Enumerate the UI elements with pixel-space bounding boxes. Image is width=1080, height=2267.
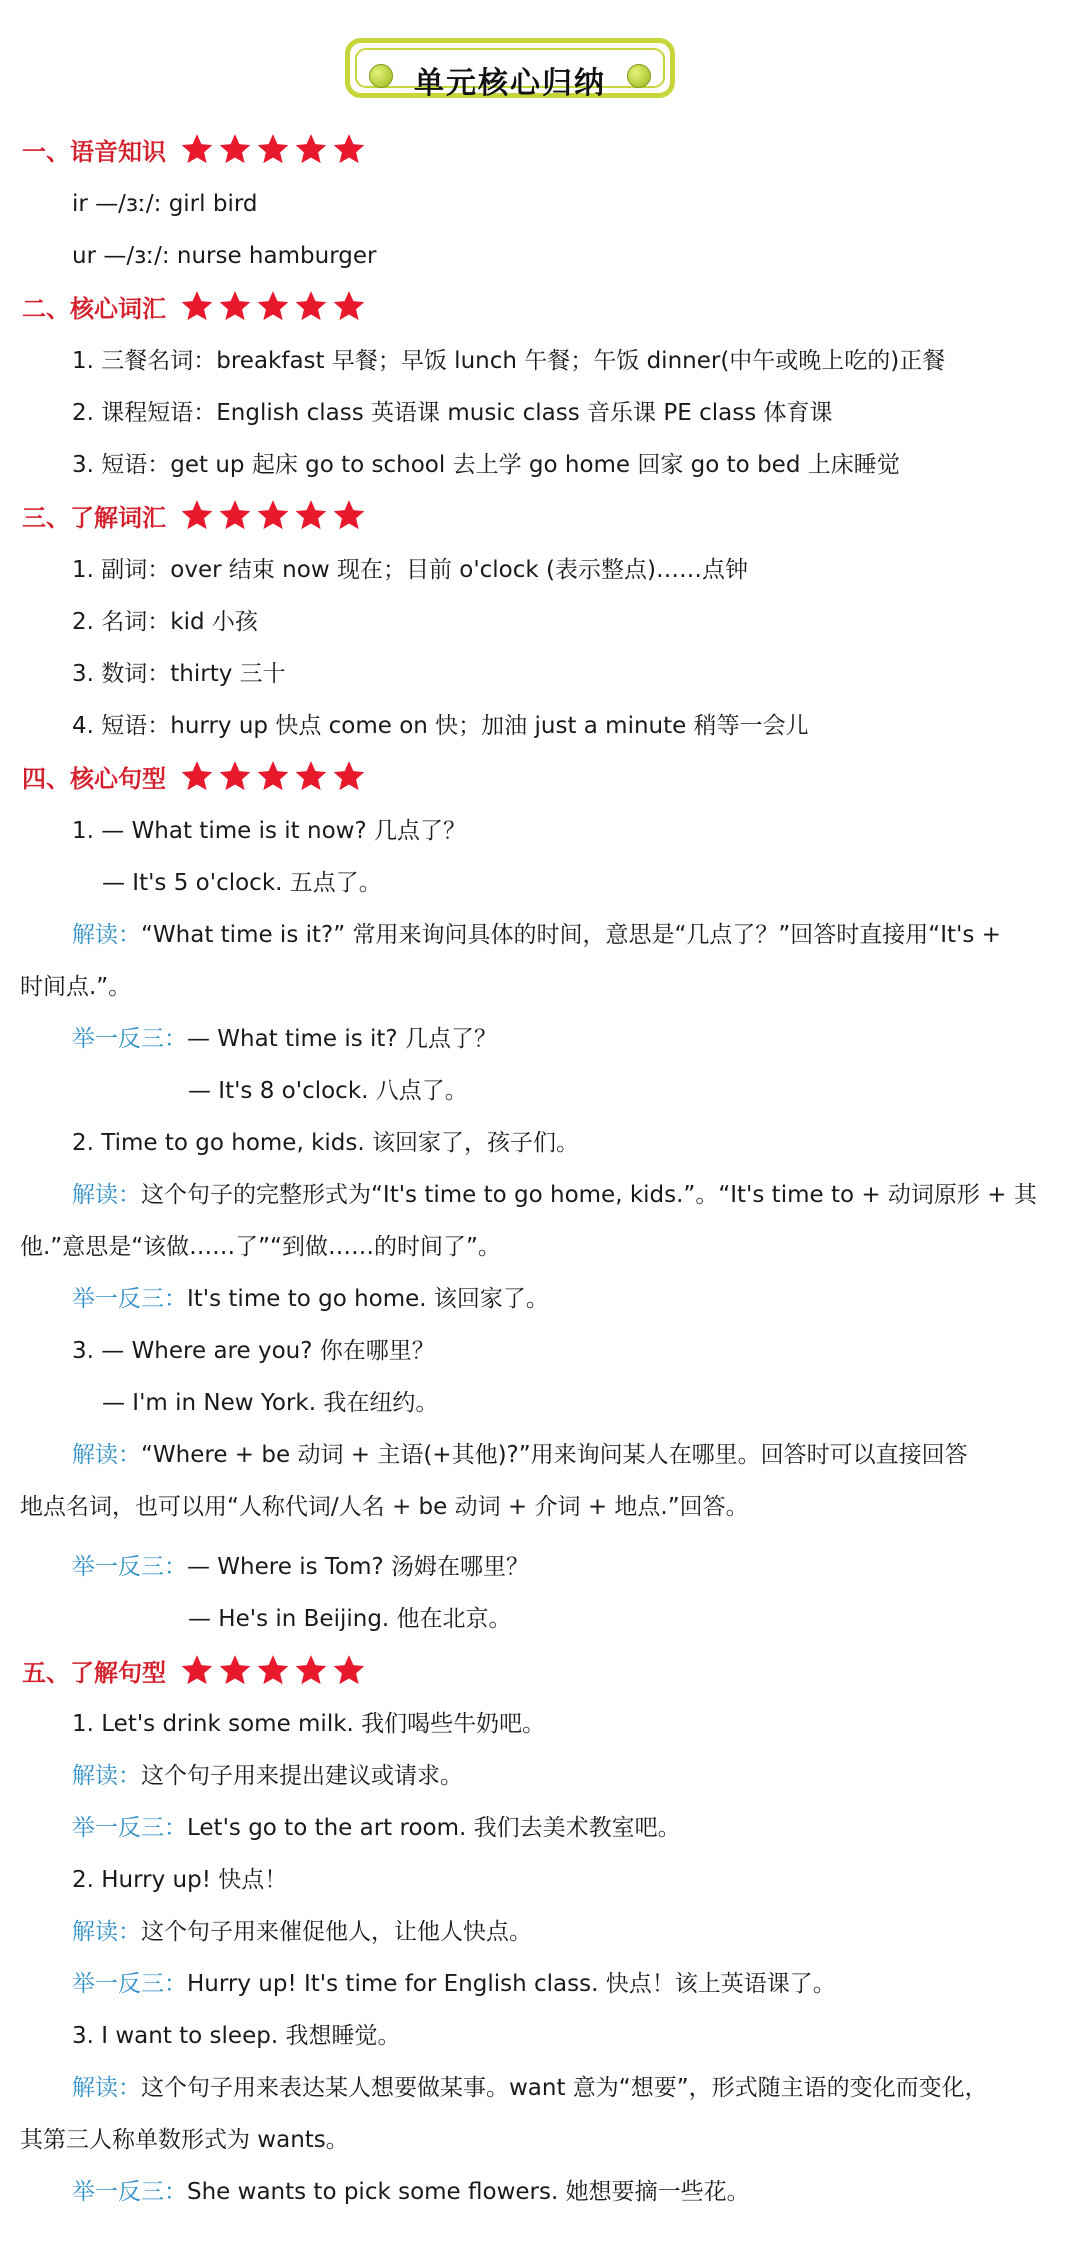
star-icon bbox=[294, 1653, 328, 1687]
explain-label: 解读： bbox=[72, 1182, 141, 1208]
section-title: 四、核心句型 bbox=[22, 764, 166, 793]
section-title: 一、语音知识 bbox=[22, 137, 166, 166]
explain-label: 解读： bbox=[72, 1763, 141, 1789]
text-line: ir —/ɜː/: girl bird bbox=[72, 191, 258, 217]
section-title: 二、核心词汇 bbox=[22, 294, 166, 323]
star-icon bbox=[218, 759, 252, 793]
explain-label: 解读： bbox=[72, 2075, 141, 2101]
practice-label: 举一反三： bbox=[72, 1286, 187, 1312]
title-frame bbox=[345, 38, 675, 101]
section-heading bbox=[22, 1648, 366, 1692]
practice-label: 举一反三： bbox=[72, 1554, 187, 1580]
text-line: — I'm in New York. 我在纽约。 bbox=[102, 1390, 439, 1416]
star-icon bbox=[180, 289, 214, 323]
text-line: 2. Hurry up! 快点！ bbox=[72, 1867, 288, 1893]
star-icon bbox=[332, 1653, 366, 1687]
practice-line: 举一反三：— Where is Tom? 汤姆在哪里？ bbox=[72, 1554, 530, 1580]
text-line: 地点名词，也可以用“人称代词/人名 + be 动词 + 介词 + 地点.”回答。 bbox=[20, 1494, 749, 1520]
explain-line: 解读：“What time is it?” 常用来询问具体的时间，意思是“几点了？”回答时直接用“It's + bbox=[72, 922, 1001, 948]
star-icon bbox=[218, 1653, 252, 1687]
section-heading bbox=[22, 284, 366, 328]
star-icon bbox=[294, 498, 328, 532]
star-icon bbox=[256, 289, 290, 323]
star-icon bbox=[294, 759, 328, 793]
star-icon bbox=[332, 759, 366, 793]
star-icon bbox=[256, 498, 290, 532]
star-rating bbox=[180, 498, 366, 532]
explain-line: 解读：这个句子的完整形式为“It's time to go home, kids.”。“It's time to + 动词原形 + 其 bbox=[72, 1182, 1037, 1208]
page-title: 单元核心归纳 bbox=[414, 66, 606, 101]
text-line: 1. 三餐名词：breakfast 早餐；早饭 lunch 午餐；午饭 dinner(中午或晚上吃的)正餐 bbox=[72, 348, 946, 374]
section-title: 三、了解词汇 bbox=[22, 503, 166, 532]
text-line: 2. 名词：kid 小孩 bbox=[72, 609, 258, 635]
text-line: 2. Time to go home, kids. 该回家了，孩子们。 bbox=[72, 1130, 579, 1156]
star-icon bbox=[294, 289, 328, 323]
explain-line: 解读：这个句子用来提出建议或请求。 bbox=[72, 1763, 463, 1789]
star-icon bbox=[332, 132, 366, 166]
practice-label: 举一反三： bbox=[72, 1026, 187, 1052]
text-line: 2. 课程短语：English class 英语课 music class 音乐课 PE class 体育课 bbox=[72, 400, 833, 426]
explain-label: 解读： bbox=[72, 1442, 141, 1468]
practice-label: 举一反三： bbox=[72, 1971, 187, 1997]
star-icon bbox=[180, 498, 214, 532]
section-heading bbox=[22, 754, 366, 798]
star-icon bbox=[180, 1653, 214, 1687]
star-icon bbox=[218, 289, 252, 323]
practice-line: 举一反三：— What time is it? 几点了？ bbox=[72, 1026, 497, 1052]
text-line: — He's in Beijing. 他在北京。 bbox=[188, 1606, 512, 1632]
practice-line: 举一反三：Hurry up! It's time for English class. 快点！该上英语课了。 bbox=[72, 1971, 836, 1997]
text-line: — It's 8 o'clock. 八点了。 bbox=[188, 1078, 468, 1104]
star-icon bbox=[332, 498, 366, 532]
text-line: 1. 副词：over 结束 now 现在；目前 o'clock (表示整点)……点钟 bbox=[72, 557, 748, 583]
star-rating bbox=[180, 132, 366, 166]
text-line: 3. — Where are you? 你在哪里？ bbox=[72, 1338, 435, 1364]
practice-label: 举一反三： bbox=[72, 2179, 187, 2205]
explain-line: 解读：“Where + be 动词 + 主语(+其他)?”用来询问某人在哪里。回答时可以直接回答 bbox=[72, 1442, 968, 1468]
explain-line: 解读：这个句子用来表达某人想要做某事。want 意为“想要”，形式随主语的变化而变化， bbox=[72, 2075, 988, 2101]
star-icon bbox=[256, 1653, 290, 1687]
section-title: 五、了解句型 bbox=[22, 1658, 166, 1687]
text-line: 3. 数词：thirty 三十 bbox=[72, 661, 286, 687]
star-icon bbox=[180, 759, 214, 793]
star-icon bbox=[294, 132, 328, 166]
text-line: 3. I want to sleep. 我想睡觉。 bbox=[72, 2023, 401, 2049]
section-heading bbox=[22, 127, 366, 171]
text-line: 3. 短语：get up 起床 go to school 去上学 go home 回家 go to bed 上床睡觉 bbox=[72, 452, 900, 478]
text-line: 1. Let's drink some milk. 我们喝些牛奶吧。 bbox=[72, 1711, 546, 1737]
star-icon bbox=[180, 132, 214, 166]
text-line: 1. — What time is it now? 几点了？ bbox=[72, 818, 466, 844]
star-icon bbox=[256, 132, 290, 166]
practice-line: 举一反三：It's time to go home. 该回家了。 bbox=[72, 1286, 549, 1312]
text-line: 时间点.”。 bbox=[20, 974, 132, 1000]
text-line: 其第三人称单数形式为 wants。 bbox=[20, 2127, 349, 2153]
title-banner bbox=[0, 0, 1080, 130]
practice-label: 举一反三： bbox=[72, 1815, 187, 1841]
explain-label: 解读： bbox=[72, 1919, 141, 1945]
star-icon bbox=[218, 132, 252, 166]
explain-line: 解读：这个句子用来催促他人，让他人快点。 bbox=[72, 1919, 532, 1945]
explain-label: 解读： bbox=[72, 922, 141, 948]
section-heading bbox=[22, 493, 366, 537]
star-icon bbox=[218, 498, 252, 532]
star-icon bbox=[256, 759, 290, 793]
text-line: — It's 5 o'clock. 五点了。 bbox=[102, 870, 382, 896]
practice-line: 举一反三：Let's go to the art room. 我们去美术教室吧。 bbox=[72, 1815, 681, 1841]
star-rating bbox=[180, 759, 366, 793]
text-line: 4. 短语：hurry up 快点 come on 快；加油 just a minute 稍等一会儿 bbox=[72, 713, 809, 739]
star-rating bbox=[180, 289, 366, 323]
practice-line: 举一反三：She wants to pick some flowers. 她想要摘一些花。 bbox=[72, 2179, 750, 2205]
star-icon bbox=[332, 289, 366, 323]
text-line: 他.”意思是“该做……了”“到做……的时间了”。 bbox=[20, 1234, 501, 1260]
text-line: ur —/ɜː/: nurse hamburger bbox=[72, 243, 377, 269]
star-rating bbox=[180, 1653, 366, 1687]
